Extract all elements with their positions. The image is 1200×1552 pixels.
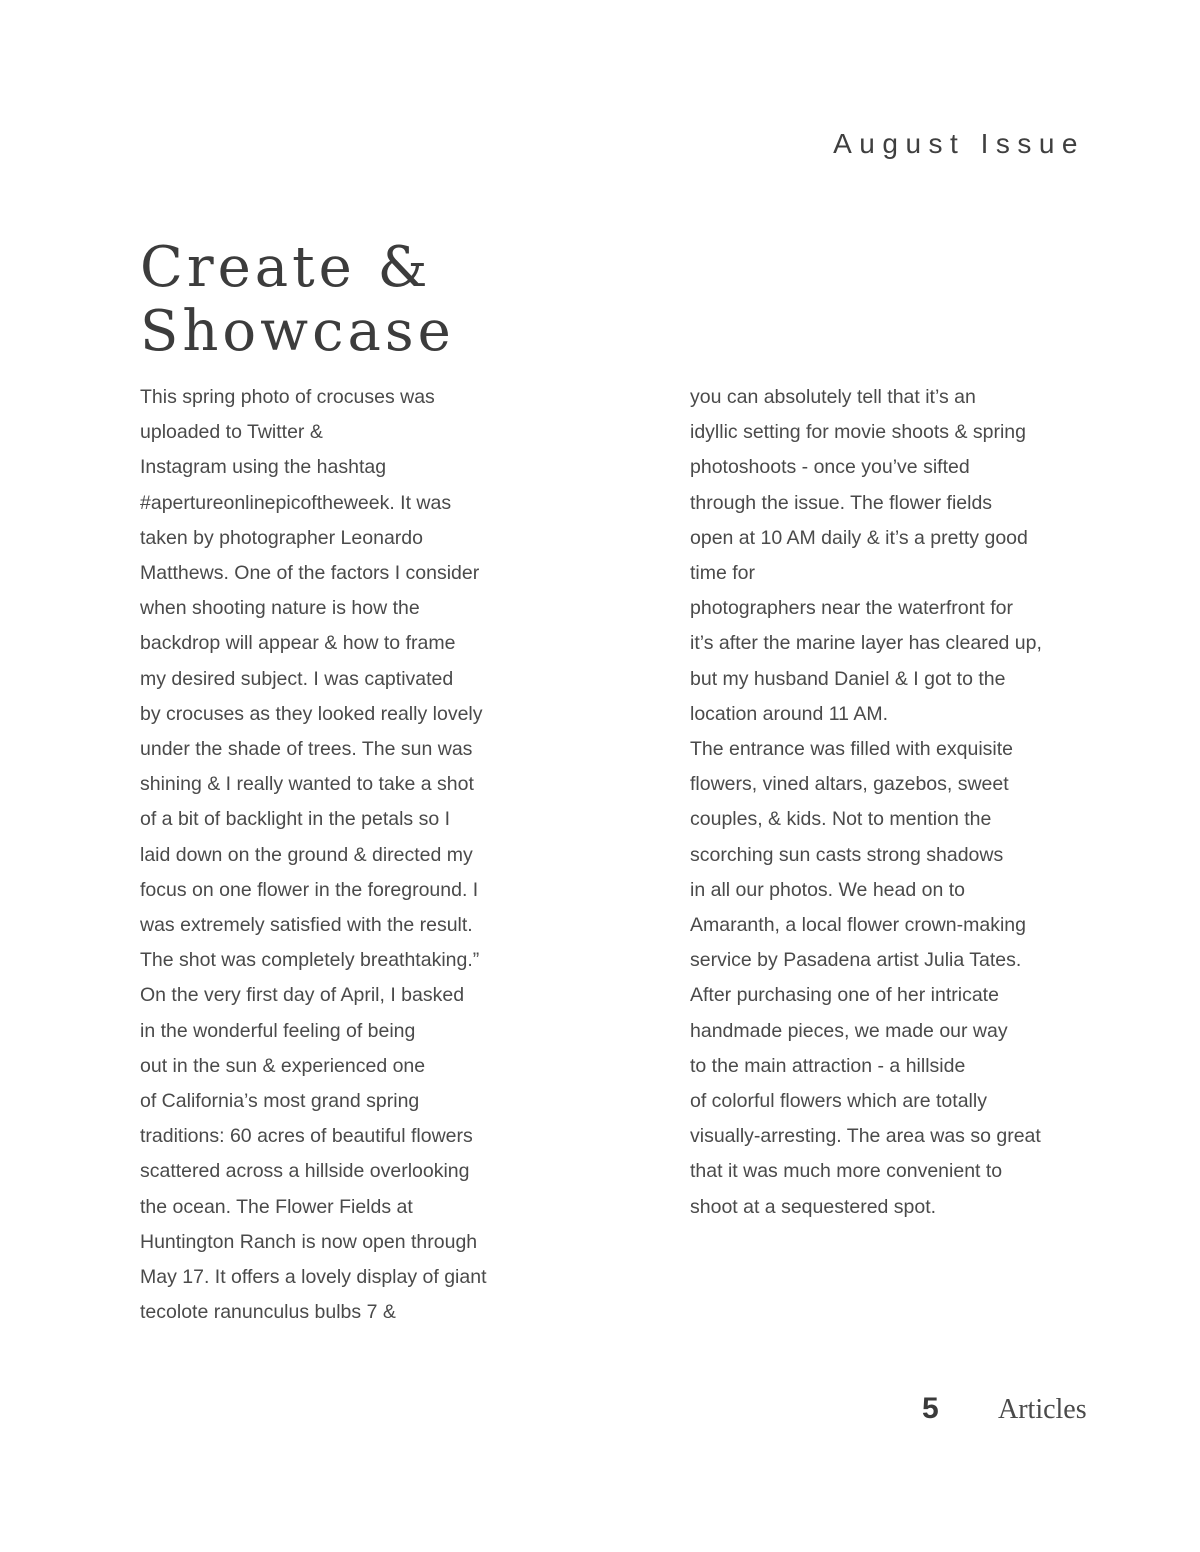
text-line: flowers, vined altars, gazebos, sweet [690,773,1009,796]
text-line: May 17. It offers a lovely display of giant [140,1266,487,1289]
text-line: visually-arresting. The area was so great [690,1125,1041,1148]
text-line: location around 11 AM. [690,702,889,725]
issue-label: August Issue [833,128,1085,159]
text-line: out in the sun & experienced one [140,1054,426,1077]
text-line: scattered across a hillside overlooking [140,1160,470,1183]
text-line: Huntington Ranch is now open through [140,1230,478,1253]
text-line: taken by photographer Leonardo [140,526,423,549]
text-line: but my husband Daniel & I got to the [690,667,1006,690]
text-line: Matthews. One of the factors I consider [140,562,480,585]
text-line: traditions: 60 acres of beautiful flowers [140,1125,473,1148]
text-line: After purchasing one of her intricate [690,984,999,1007]
text-line: shining & I really wanted to take a shot [140,773,474,796]
text-line: in the wonderful feeling of being [140,1019,416,1042]
article-title [140,236,455,364]
article-title-line: Create & [140,235,432,300]
text-line: through the issue. The flower fields [690,491,993,514]
text-line: to the main attraction - a hillside [690,1054,966,1077]
text-line: when shooting nature is how the [140,597,420,620]
text-line: of colorful flowers which are totally [690,1090,987,1113]
text-line: service by Pasadena artist Julia Tates. [690,949,1022,972]
text-line: uploaded to Twitter & [140,421,323,444]
text-line: by crocuses as they looked really lovely [140,702,483,725]
text-line: Instagram using the hashtag [140,456,387,479]
text-line: photoshoots - once you’ve sifted [690,456,970,479]
text-line: tecolote ranunculus bulbs 7 & [140,1301,396,1324]
text-line: focus on one flower in the foreground. I [140,878,479,901]
text-line: On the very first day of April, I basked [140,984,465,1007]
text-line: laid down on the ground & directed my [140,843,473,866]
text-line: open at 10 AM daily & it’s a pretty good [690,526,1028,549]
text-line: my desired subject. I was captivated [140,667,454,690]
text-line: handmade pieces, we made our way [690,1019,1008,1042]
text-line: in all our photos. We head on to [690,878,965,901]
text-line: #apertureonlinepicoftheweek. It was [140,491,452,514]
text-line: couples, & kids. Not to mention the [690,808,992,831]
text-line: This spring photo of crocuses was [140,386,435,408]
text-line: of California’s most grand spring [140,1090,420,1113]
section-name: Articles [998,1394,1087,1425]
text-line: was extremely satisfied with the result. [140,914,473,937]
text-line: idyllic setting for movie shoots & spring [690,421,1026,444]
text-line: the ocean. The Flower Fields at [140,1195,413,1218]
text-line: The entrance was filled with exquisite [690,738,1013,761]
text-line: of a bit of backlight in the petals so I [140,808,451,831]
text-line: photographers near the waterfront for [690,597,1014,620]
text-line: Amaranth, a local flower crown-making [690,914,1026,937]
text-line: it’s after the marine layer has cleared up, [690,632,1042,655]
text-line: you can absolutely tell that it’s an [690,386,976,408]
article-title-line: Showcase [140,299,455,364]
article-column-right [690,380,1042,1225]
text-line: scorching sun casts strong shadows [690,843,1004,866]
text-line: shoot at a sequestered spot. [690,1195,937,1218]
page-number: 5 [922,1392,939,1425]
article-column-left [140,380,487,1330]
text-line: The shot was completely breathtaking.” [140,949,480,972]
text-line: time for [690,562,756,585]
page-footer [0,1392,1200,1442]
text-line: backdrop will appear & how to frame [140,632,456,655]
text-line: that it was much more convenient to [690,1160,1003,1183]
text-line: under the shade of trees. The sun was [140,738,473,761]
